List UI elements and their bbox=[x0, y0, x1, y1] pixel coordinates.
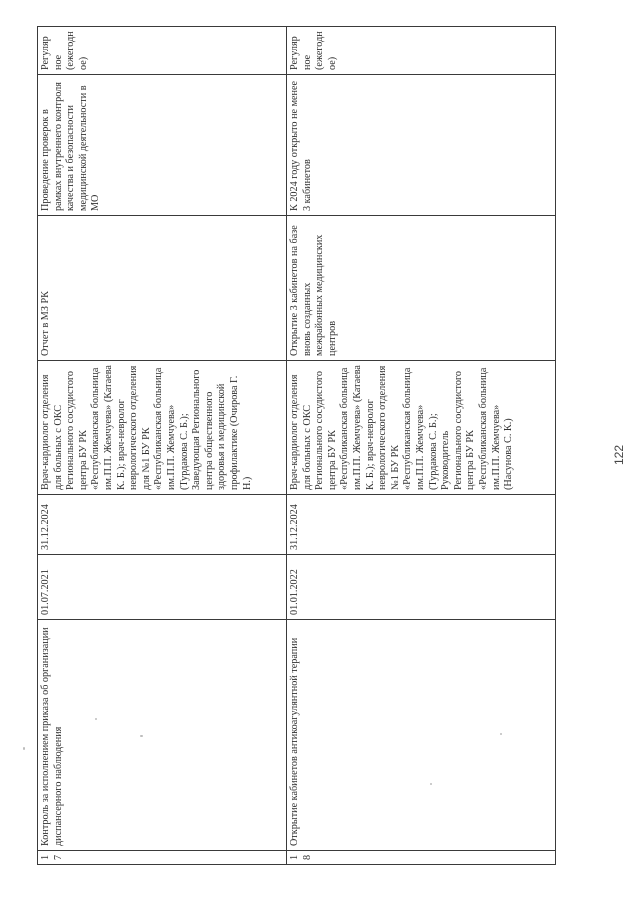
scan-speck bbox=[23, 747, 25, 750]
start-date-cell: 01.07.2021 bbox=[38, 555, 287, 620]
table-row bbox=[287, 27, 556, 865]
scan-speck bbox=[500, 733, 502, 735]
table-row bbox=[38, 27, 287, 865]
scan-speck bbox=[430, 783, 432, 785]
periodicity-cell: Регулярное (ежегодное) bbox=[287, 27, 556, 75]
result-cell: Проведение проверок в рамках внутреннего контроля качества и безопасности медицинской деятельности в МО bbox=[38, 75, 287, 216]
responsible-cell: Врач-кардиолог отделения для больных с ОКС Регионального сосудистого центра БУ РК «Республиканская больница им.П.П. Жемчуева» (Катаева К. Б.); врач-невролог неврологического отделения для №1 БУ РК «Республиканская больница им.П.П. Жемчуева» (Турдакова С. Б.); Заведующая Регионального центра общественного здоровья и медицинской профилактике (Очирова Г. Н.) bbox=[38, 361, 287, 495]
report-cell: Открытие 3 кабинетов на базе вновь созданных межрайонных медицинских центров bbox=[287, 216, 556, 361]
activity-cell: Контроль за исполнением приказа об организации диспансерного наблюдения bbox=[38, 620, 287, 851]
scan-speck bbox=[95, 718, 97, 720]
result-cell: К 2024 году открыто не менее 3 кабинетов bbox=[287, 75, 556, 216]
page-number: 122 bbox=[612, 444, 626, 465]
periodicity-cell: Регулярное (ежегодное) bbox=[38, 27, 287, 75]
end-date-cell: 31.12.2024 bbox=[287, 495, 556, 555]
end-date-cell: 31.12.2024 bbox=[38, 495, 287, 555]
scan-speck bbox=[140, 735, 143, 737]
start-date-cell: 01.01.2022 bbox=[287, 555, 556, 620]
responsible-cell: Врач-кардиолог отделения для больных с ОКС Регионального сосудистого центра БУ РК «Республиканская больница им.П.П. Жемчуева» (Катаева К. Б.); врач-невролог неврологического отделения №1 БУ РК «Республиканская больница им.П.П. Жемчуева» (Турдакова С. Б.); Руководитель Регионального сосудистого центра БУ РК «Республиканская больница им.П.П. Жемчуева» (Насунова С. К.) bbox=[287, 361, 556, 495]
report-cell: Отчет в МЗ РК bbox=[38, 216, 287, 361]
row-number-cell: 17 bbox=[38, 851, 287, 865]
row-number-cell: 18 bbox=[287, 851, 556, 865]
activity-cell: Открытие кабинетов антикоагулянтной терапии bbox=[287, 620, 556, 851]
activities-table bbox=[37, 26, 556, 865]
